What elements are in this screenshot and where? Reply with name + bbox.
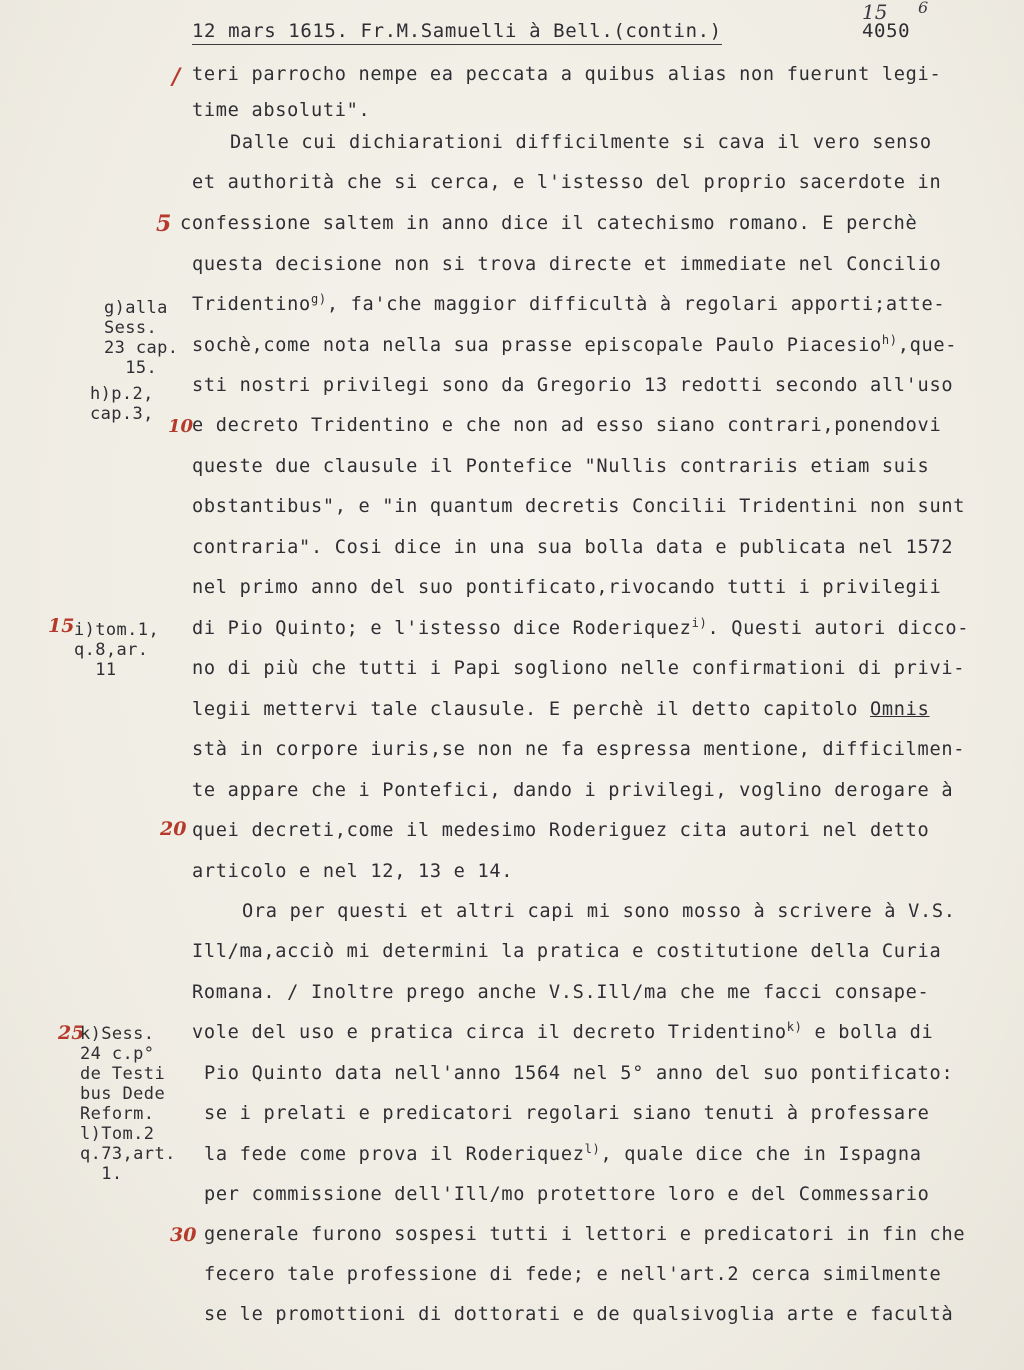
page-header: 12 mars 1615. Fr.M.Samuelli à Bell.(contin.) bbox=[192, 20, 722, 45]
hand-mark-5: 5 bbox=[156, 211, 172, 237]
text-line: no di più che tutti i Papi sogliono nelle confirmationi di privi- bbox=[192, 658, 966, 679]
hand-mark-10: 10 bbox=[168, 416, 194, 437]
margin-note-i: i)tom.1, q.8,ar. 11 bbox=[74, 620, 160, 680]
text-line: Pio Quinto data nell'anno 1564 nel 5° anno del suo pontificato: bbox=[204, 1063, 954, 1084]
hand-mark-15: 15 bbox=[48, 615, 75, 637]
footnote-ref-g: g) bbox=[310, 291, 327, 306]
text-line: Romana. / Inoltre prego anche V.S.Ill/ma che me facci consape- bbox=[192, 982, 930, 1003]
footnote-ref-i: i) bbox=[691, 615, 708, 630]
text-line: obstantibus", e "in quantum decretis Concilii Tridentini non sunt bbox=[192, 496, 966, 517]
text-line: la fede come prova il Roderiquez$^{l)}$, quale dice che in Ispagna bbox=[204, 1141, 922, 1165]
text-line: stà in corpore iuris,se non ne fa espressa mentione, difficilmen- bbox=[192, 739, 966, 760]
hand-mark-20: 20 bbox=[160, 818, 187, 840]
hand-mark-30: 30 bbox=[170, 1224, 197, 1246]
text-line: se i prelati e predicatori regolari siano tenuti à professare bbox=[204, 1103, 930, 1124]
hand-mark-25: 25 bbox=[58, 1022, 85, 1044]
text-line: quei decreti,come il medesimo Roderiguez cita autori nel detto bbox=[192, 820, 930, 841]
text-line: Ill/ma,acciò mi determini la pratica e costitutione della Curia bbox=[192, 941, 942, 962]
text-line: contraria". Cosi dice in una sua bolla data e publicata nel 1572 bbox=[192, 537, 954, 558]
footnote-ref-h: h) bbox=[881, 332, 898, 347]
text-line: nel primo anno del suo pontificato,rivocando tutti i privilegii bbox=[192, 577, 942, 598]
text-line: di Pio Quinto; e l'istesso dice Roderiquez$^{i)}$. Questi autori dicco- bbox=[192, 615, 970, 639]
text-line: teri parrocho nempe ea peccata a quibus alias non fuerunt legi- bbox=[192, 64, 942, 85]
footnote-ref-l: l) bbox=[584, 1141, 601, 1156]
text-line: questa decisione non si trova directe et immediate nel Concilio bbox=[192, 254, 942, 275]
hand-mark-slash: / bbox=[172, 64, 181, 90]
text-line: generale furono sospesi tutti i lettori e predicatori in fin che bbox=[204, 1224, 966, 1245]
text-line: sochè,come nota nella sua prasse episcopale Paulo Piacesio$^{h)}$,que- bbox=[192, 332, 958, 356]
handwritten-page-number: 15 bbox=[862, 0, 888, 24]
text-line: Dalle cui dichiarationi difficilmente si cava il vero senso bbox=[230, 132, 932, 153]
text-line: e decreto Tridentino e che non ad esso siano contrari,ponendovi bbox=[192, 415, 942, 436]
margin-note-k: k)Sess. 24 c.p° de Testi bus Dede Reform. bbox=[80, 1024, 166, 1124]
text-line: te appare che i Pontefici, dando i privilegi, voglino derogare à bbox=[192, 780, 954, 801]
text-line: Tridentino$^{g)}$, fa'che maggior difficultà à regolari apporti;atte- bbox=[192, 291, 946, 315]
text-line: articolo e nel 12, 13 e 14. bbox=[192, 861, 514, 882]
margin-note-l: l)Tom.2 q.73,art. 1. bbox=[80, 1124, 176, 1184]
text-line: et authorità che si cerca, e l'istesso del proprio sacerdote in bbox=[192, 172, 942, 193]
text-line: confessione saltem in anno dice il catechismo romano. E perchè bbox=[180, 213, 918, 234]
text-line: vole del uso e pratica circa il decreto Tridentino$^{k)}$ e bolla di bbox=[192, 1019, 934, 1043]
text-line: se le promottioni di dottorati e de qualsivoglia arte e facultà bbox=[204, 1304, 954, 1325]
text-line: fecero tale professione di fede; e nell'art.2 cerca similmente bbox=[204, 1264, 942, 1285]
text-line: time absoluti". bbox=[192, 100, 371, 121]
text-line: Ora per questi et altri capi mi sono mosso à scrivere à V.S. bbox=[242, 901, 956, 922]
text-line: sti nostri privilegi sono da Gregorio 13 redotti secondo all'uso bbox=[192, 375, 954, 396]
text-line: legii mettervi tale clausule. E perchè il detto capitolo Omnis bbox=[192, 699, 930, 720]
page-number: 4050 bbox=[862, 20, 911, 42]
text-line: per commissione dell'Ill/mo protettore loro e del Commessario bbox=[204, 1184, 930, 1205]
handwritten-mark: 6 bbox=[918, 0, 929, 17]
underlined-word: Omnis bbox=[870, 699, 930, 720]
margin-note-g: g)alla Sess. 23 cap. 15. bbox=[104, 298, 179, 378]
footnote-ref-k: k) bbox=[786, 1019, 803, 1034]
text-line: queste due clausule il Pontefice "Nullis contrariis etiam suis bbox=[192, 456, 930, 477]
margin-note-h: h)p.2, cap.3, bbox=[90, 384, 154, 424]
